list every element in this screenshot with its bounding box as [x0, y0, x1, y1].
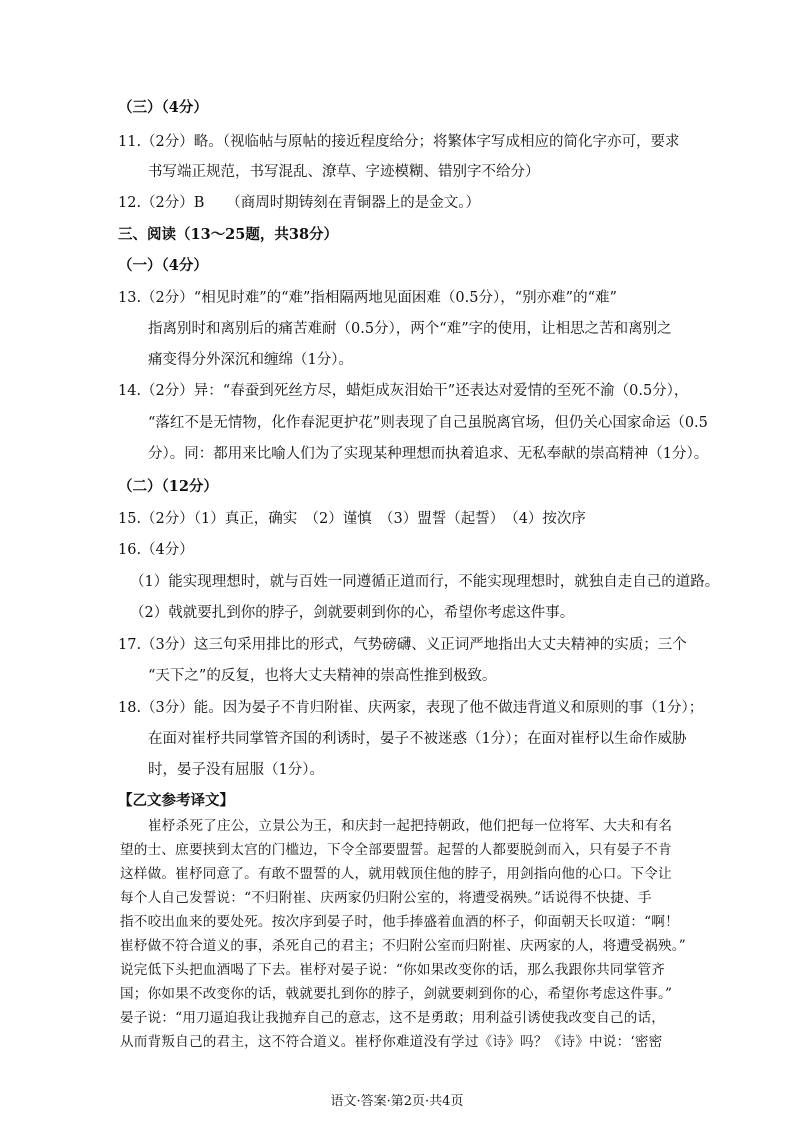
- translation-line-5: 指不咬出血来的要处死。按次序到晏子时，他手捧盛着血酒的杯子，仰面朝天长叹道：“啊！: [120, 914, 679, 930]
- translation-line-9: 晏子说：“用刀逼迫我让我抛弃自己的意志，这不是勇敢；用利益引诱使我改变自己的话，: [120, 1010, 666, 1026]
- answer-13-line-3: 痛变得分外深沉和缠绵（1分）。: [148, 352, 353, 368]
- answer-17-line-1: 17.（3分）这三句采用排比的形式，气势磅礴、义正词严地指出大丈夫精神的实质；三个: [118, 637, 687, 653]
- translation-heading: 【乙文参考译文】: [118, 792, 234, 809]
- answer-16-part-2: （2）戟就要扎到你的脖子，剑就要刺到你的心，希望你考虑这件事。: [130, 605, 575, 621]
- translation-line-3: 这样做。崔杼同意了。有敢不盟誓的人，就用戟顶住他的脖子，用剑指向他的心口。下令让: [120, 866, 672, 882]
- translation-line-2: 望的士、庶要挟到太宫的门槛边，下令全部要盟誓。起誓的人都要脱剑而入，只有晏子不肯: [120, 842, 672, 858]
- subsection-1-heading: （一）（4分）: [118, 257, 208, 274]
- page-footer: 语文·答案·第2页·共4页: [330, 1094, 464, 1109]
- answer-14-line-3: 分）。同：都用来比喻人们为了实现某种理想而执着追求、无私奉献的崇高精神（1分）。: [148, 446, 709, 462]
- section-3-heading: （三）（4分）: [118, 99, 208, 116]
- answer-18-line-3: 时，晏子没有屈服（1分）。: [148, 762, 324, 778]
- answer-16-heading: 16.（4分）: [118, 542, 194, 558]
- translation-line-6: 崔杼做不符合道义的事，杀死自己的君主；不归附公室而归附崔、庆两家的人，将遭受祸殃。”: [120, 938, 686, 954]
- answer-12: 12.（2分）B （商周时期铸刻在青铜器上的是金文。）: [118, 195, 480, 211]
- answer-14-line-1: 14.（2分）异：“春蚕到死丝方尽，蜡炬成灰泪始干”还表达对爱情的至死不渝（0.5分），: [118, 383, 689, 399]
- answer-11-line-1: 11.（2分）略。（视临帖与原帖的接近程度给分；将繁体字写成相应的简化字亦可，要求: [118, 134, 680, 150]
- reading-heading: 三、阅读（13～25题，共38分）: [118, 226, 339, 243]
- translation-line-4: 每个人自己发誓说：“不归附崔、庆两家仍归附公室的，将遭受祸殃。”话说得不快捷、手: [120, 890, 652, 906]
- answer-14-line-2: “落红不是无情物，化作春泥更护花”则表现了自己虽脱离官场，但仍关心国家命运（0.5: [148, 415, 708, 431]
- translation-line-8: 国；你如果不改变你的话，戟就要扎到你的脖子，剑就要刺到你的心，希望你考虑这件事。”: [120, 986, 673, 1002]
- answer-15: 15.（2分）（1）真正，确实 （2）谨慎 （3）盟誓（起誓） （4）按次序: [118, 511, 586, 527]
- answer-16-part-1: （1）能实现理想时，就与百姓一同遵循正道而行，不能实现理想时，就独自走自己的道路。: [130, 574, 720, 590]
- answer-18-line-1: 18.（3分）能。因为晏子不肯归附崔、庆两家，表现了他不做违背道义和原则的事（1分）；: [118, 700, 704, 716]
- answer-11-line-2: 书写端正规范，书写混乱、潦草、字迹模糊、错别字不给分）: [148, 164, 540, 180]
- answer-13-line-1: 13.（2分）“相见时难”的“难”指相隔两地见面困难（0.5分），“别亦难”的“难”: [118, 290, 617, 306]
- translation-line-10: 从而背叛自己的君主，这不符合道义。崔杼你难道没有学过《诗》吗？《诗》中说：‘密密: [120, 1034, 663, 1050]
- subsection-2-heading: （二）（12分）: [118, 478, 218, 495]
- translation-line-1: 崔杼杀死了庄公，立景公为王，和庆封一起把持朝政，他们把每一位将军、大夫和有名: [148, 818, 673, 834]
- answer-17-line-2: “天下之”的反复，也将大丈夫精神的崇高性推到极致。: [148, 668, 497, 684]
- translation-line-7: 说完低下头把血酒喝了下去。崔杼对晏子说：“你如果改变你的话，那么我跟你共同掌管齐: [120, 962, 666, 978]
- answer-18-line-2: 在面对崔杼共同掌管齐国的利诱时，晏子不被迷惑（1分）；在面对崔杼以生命作威胁: [148, 731, 687, 747]
- answer-13-line-2: 指离别时和离别后的痛苦难耐（0.5分），两个“难”字的使用，让相思之苦和离别之: [148, 321, 672, 337]
